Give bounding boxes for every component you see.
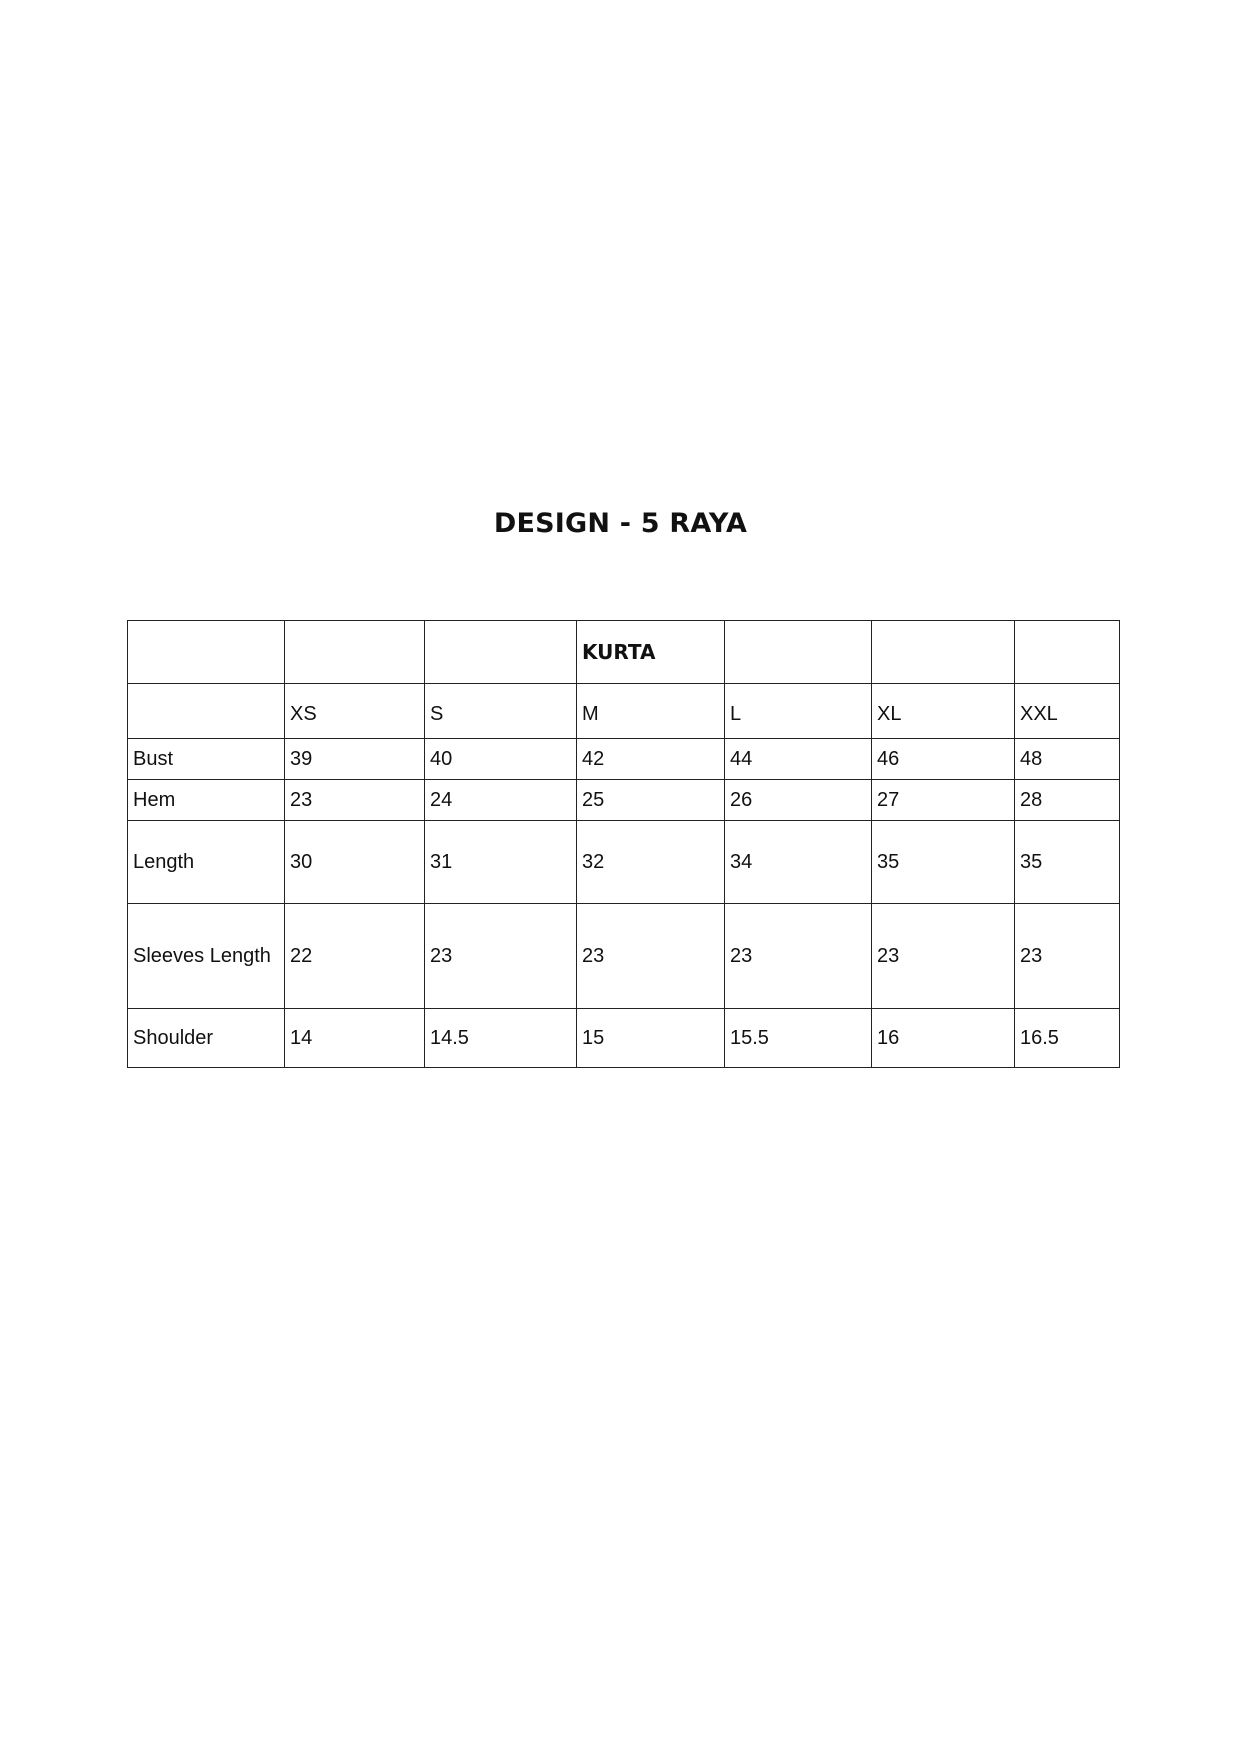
table-cell: 46 [872, 739, 1015, 780]
table-cell: 23 [577, 904, 725, 1009]
table-section-row [128, 621, 1120, 684]
table-cell: 35 [1015, 821, 1120, 904]
size-header-cell: XS [285, 684, 425, 739]
table-cell: 28 [1015, 780, 1120, 821]
table-row [128, 780, 1120, 821]
table-cell: 25 [577, 780, 725, 821]
table-cell-empty [285, 621, 425, 684]
table-cell: 48 [1015, 739, 1120, 780]
table-cell-empty [1015, 621, 1120, 684]
size-header-row [128, 684, 1120, 739]
table-cell: 39 [285, 739, 425, 780]
table-cell-empty [128, 684, 285, 739]
table-row [128, 904, 1120, 1009]
size-header-cell: S [425, 684, 577, 739]
table-row [128, 821, 1120, 904]
table-cell: 15.5 [725, 1009, 872, 1068]
row-label: Bust [128, 739, 285, 780]
table-cell-empty [725, 621, 872, 684]
page-title: DESIGN - 5 RAYA [493, 508, 748, 539]
table-cell: 15 [577, 1009, 725, 1068]
table-cell: 23 [725, 904, 872, 1009]
table-cell: 34 [725, 821, 872, 904]
table-cell-empty [872, 621, 1015, 684]
size-header-cell: XXL [1015, 684, 1120, 739]
table-cell: 23 [425, 904, 577, 1009]
table-cell: 26 [725, 780, 872, 821]
table-cell: 42 [577, 739, 725, 780]
table-cell: 32 [577, 821, 725, 904]
table-cell: 23 [285, 780, 425, 821]
size-chart-table [127, 620, 1120, 1068]
row-label: Length [128, 821, 285, 904]
row-label: Hem [128, 780, 285, 821]
table-cell: 16.5 [1015, 1009, 1120, 1068]
table-cell: 22 [285, 904, 425, 1009]
row-label: Shoulder [128, 1009, 285, 1068]
table-cell: 31 [425, 821, 577, 904]
table-cell-empty [128, 621, 285, 684]
table-cell: 14 [285, 1009, 425, 1068]
table-cell: 14.5 [425, 1009, 577, 1068]
size-header-cell: M [577, 684, 725, 739]
table-row [128, 739, 1120, 780]
table-row [128, 1009, 1120, 1068]
row-label: Sleeves Length [128, 904, 285, 1009]
table-cell: 35 [872, 821, 1015, 904]
table-cell: 30 [285, 821, 425, 904]
table-cell: 23 [1015, 904, 1120, 1009]
table-cell: 16 [872, 1009, 1015, 1068]
table-cell-empty [425, 621, 577, 684]
size-header-cell: XL [872, 684, 1015, 739]
table-cell: 44 [725, 739, 872, 780]
section-label-kurta: KURTA [577, 621, 725, 684]
table-cell: 23 [872, 904, 1015, 1009]
table-cell: 24 [425, 780, 577, 821]
table-cell: 40 [425, 739, 577, 780]
size-header-cell: L [725, 684, 872, 739]
table-cell: 27 [872, 780, 1015, 821]
